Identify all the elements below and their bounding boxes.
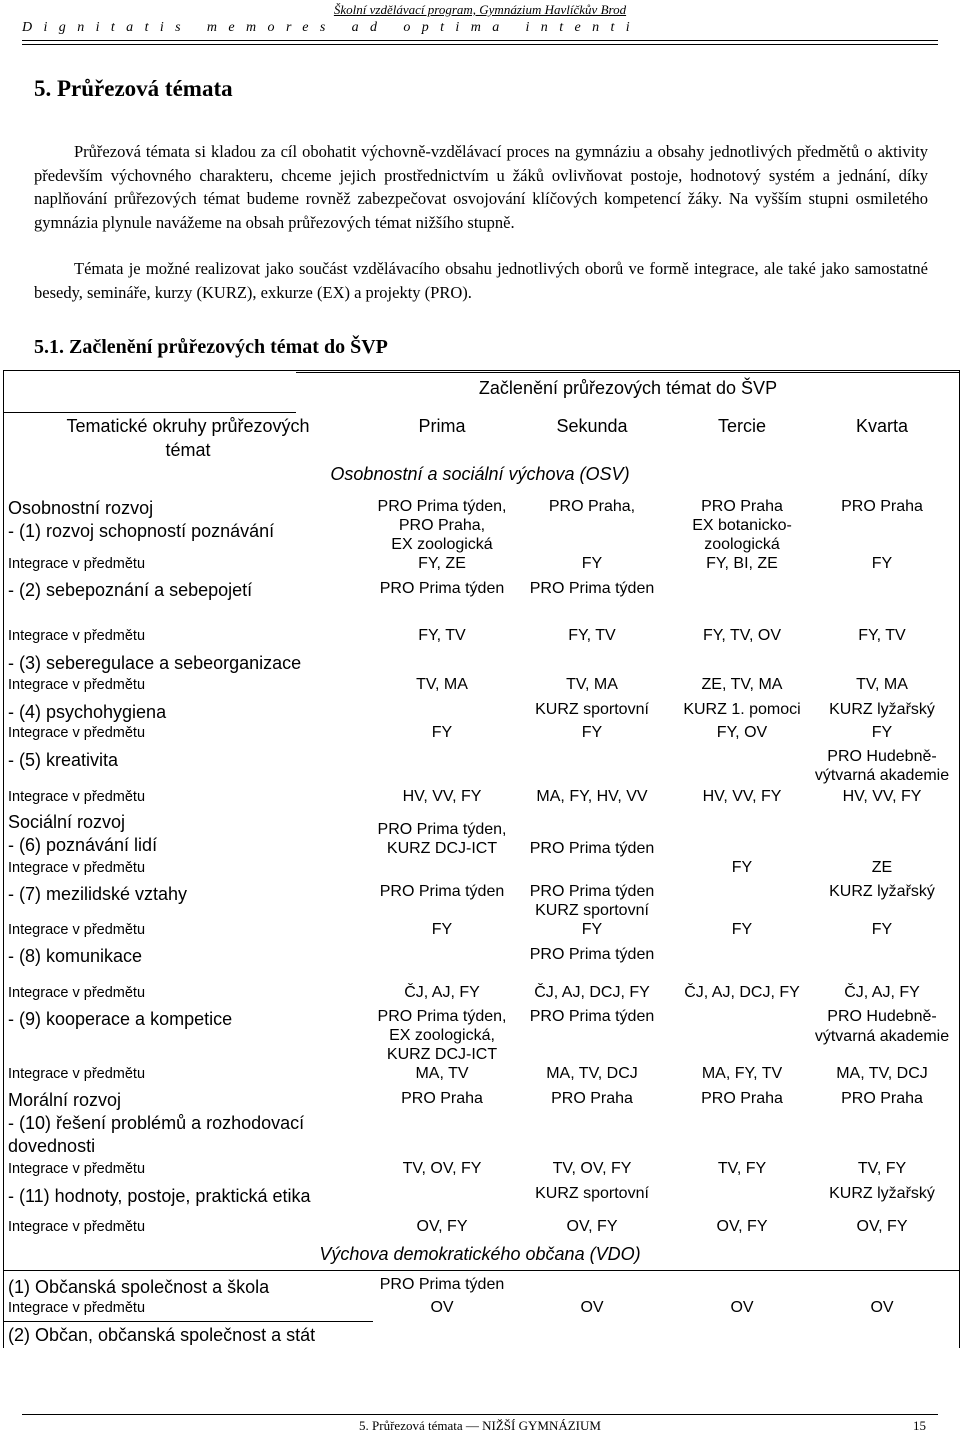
header-school: Školní vzdělávací program, Gymnázium Havlíčkův Brod xyxy=(333,2,627,17)
cell: FY, OV xyxy=(716,724,768,741)
header-rule xyxy=(22,40,938,41)
cell: PRO Praha, xyxy=(398,517,486,534)
integration-label: Integrace v předmětu xyxy=(8,985,146,1001)
cell: FY xyxy=(871,921,893,938)
topic-11: - (11) hodnoty, postoje, praktická etika xyxy=(8,1186,311,1206)
col-sekunda: Sekunda xyxy=(556,416,628,436)
cell: FY xyxy=(581,555,603,572)
cell: KURZ 1. pomoci xyxy=(683,701,801,718)
cell: FY, TV xyxy=(568,627,616,644)
page-number: 15 xyxy=(913,1418,926,1433)
cell: KURZ sportovní xyxy=(535,902,649,919)
cell: PRO Praha xyxy=(701,498,783,515)
cell: PRO Hudebně- xyxy=(827,1008,937,1025)
cell: OV, FY xyxy=(416,1218,468,1235)
cell: PRO Praha xyxy=(401,1090,483,1107)
topic-9: - (9) kooperace a kompetice xyxy=(8,1009,233,1029)
cell: ČJ, AJ, DCJ, FY xyxy=(684,984,800,1001)
cell: MA, FY, TV xyxy=(701,1065,783,1082)
cell: výtvarná akademie xyxy=(814,767,950,784)
cell: FY xyxy=(731,859,753,876)
section-vdo: Výchova demokratického občana (VDO) xyxy=(319,1244,641,1264)
topic-10-cont: dovednosti xyxy=(8,1136,96,1156)
cell: PRO Praha xyxy=(841,498,923,515)
cell: MA, TV, DCJ xyxy=(546,1065,638,1082)
cell: PRO Prima týden xyxy=(529,883,655,900)
topic-10: - (10) řešení problémů a rozhodovací xyxy=(8,1113,305,1133)
group-socialni: Sociální rozvoj xyxy=(8,812,126,832)
cell: FY xyxy=(731,921,753,938)
cell: PRO Prima týden, xyxy=(377,1008,507,1025)
integration-label: Integrace v předmětu xyxy=(8,1161,146,1177)
head-left-1: Tematické okruhy průřezových xyxy=(66,416,310,436)
cell: KURZ DCJ-ICT xyxy=(386,840,498,857)
vdo-topic-2: (2) Občan, občanská společnost a stát xyxy=(8,1325,316,1345)
cell: TV, FY xyxy=(717,1160,767,1177)
cell: EX zoologická, xyxy=(389,1027,495,1044)
cell: PRO Prima týden xyxy=(379,1276,505,1293)
topic-3: - (3) seberegulace a sebeorganizace xyxy=(8,653,302,673)
cell: PRO Hudebně- xyxy=(827,748,937,765)
cell: ČJ, AJ, FY xyxy=(844,984,920,1001)
cell: OV xyxy=(870,1299,894,1316)
cell: zoologická xyxy=(704,536,780,553)
cell: TV, MA xyxy=(856,676,908,693)
section-title: 5. Průřezová témata xyxy=(34,76,233,101)
cell: PRO Prima týden, xyxy=(377,498,507,515)
cell: KURZ sportovní xyxy=(535,701,649,718)
cell: OV, FY xyxy=(716,1218,768,1235)
integration-label: Integrace v předmětu xyxy=(8,1066,146,1082)
cell: EX botanicko- xyxy=(692,517,792,534)
section-osv: Osobnostní a sociální výchova (OSV) xyxy=(330,464,630,484)
cell: TV, MA xyxy=(566,676,618,693)
cell: PRO Prima týden xyxy=(379,580,505,597)
cell: PRO Prima týden xyxy=(529,946,655,963)
integration-label: Integrace v předmětu xyxy=(8,677,146,693)
col-prima: Prima xyxy=(418,416,466,436)
cell: PRO Praha, xyxy=(548,498,636,515)
cell: ČJ, AJ, FY xyxy=(404,984,480,1001)
integration-label: Integrace v předmětu xyxy=(8,860,146,876)
crosscurricular-table xyxy=(0,368,960,1348)
integration-label: Integrace v předmětu xyxy=(8,628,146,644)
cell: FY, TV xyxy=(418,627,466,644)
cell: OV xyxy=(580,1299,604,1316)
cell: FY xyxy=(871,555,893,572)
integration-label: Integrace v předmětu xyxy=(8,922,146,938)
footer xyxy=(0,1418,960,1434)
cell: ZE, TV, MA xyxy=(701,676,783,693)
cell: TV, FY xyxy=(857,1160,907,1177)
cell: ZE xyxy=(871,859,893,876)
cell: MA, TV xyxy=(415,1065,469,1082)
cell: FY xyxy=(431,724,453,741)
vdo-topic-1: (1) Občanská společnost a škola xyxy=(8,1277,270,1297)
cell: OV, FY xyxy=(566,1218,618,1235)
cell: PRO Prima týden xyxy=(379,883,505,900)
cell: PRO Prima týden xyxy=(529,840,655,857)
cell: výtvarná akademie xyxy=(814,1028,950,1045)
cell: HV, VV, FY xyxy=(842,788,922,805)
cell: PRO Praha xyxy=(701,1090,783,1107)
cell: PRO Praha xyxy=(841,1090,923,1107)
footer-rule xyxy=(22,1414,938,1415)
cell: KURZ sportovní xyxy=(535,1185,649,1202)
integration-label: Integrace v předmětu xyxy=(8,1219,146,1235)
cell: PRO Praha xyxy=(551,1090,633,1107)
paragraph-intro: Průřezová témata si kladou za cíl obohatit výchovně-vzdělávací proces na gymnáziu a obsahy jednotlivých předmětů o aktivity především výchovného charakteru, chceme jejich prostřednictvím u žáků ovlivňovat postoje, hodnotový systém a jednání, díky naplňování průřezových témat budeme rovněž zabezpečovat osvojování klíčových kompetencí žáky. Na vyšším stupni osmiletého gymnázia plynule navážeme na obsah průřezových témat nižšího stupně. xyxy=(34,142,928,232)
topic-6: - (6) poznávání lidí xyxy=(8,835,158,855)
cell: MA, FY, HV, VV xyxy=(536,788,648,805)
group-moralni: Morální rozvoj xyxy=(8,1090,122,1110)
cell: PRO Prima týden xyxy=(529,580,655,597)
topic-2: - (2) sebepoznání a sebepojetí xyxy=(8,580,253,600)
table-caption: Začlenění průřezových témat do ŠVP xyxy=(478,378,778,398)
topic-5: - (5) kreativita xyxy=(8,750,119,770)
cell: FY xyxy=(431,921,453,938)
cell: KURZ DCJ-ICT xyxy=(386,1046,498,1063)
cell: KURZ lyžařský xyxy=(829,701,935,718)
cell: OV, FY xyxy=(856,1218,908,1235)
cell: TV, OV, FY xyxy=(402,1160,482,1177)
integration-label: Integrace v předmětu xyxy=(8,556,146,572)
topic-1: - (1) rozvoj schopností poznávání xyxy=(8,521,275,541)
cell: PRO Prima týden, xyxy=(377,821,507,838)
cell: MA, TV, DCJ xyxy=(836,1065,928,1082)
header-motto: Dignitatis memores ad optima intenti xyxy=(22,20,642,35)
topic-7: - (7) mezilidské vztahy xyxy=(8,884,188,904)
cell: KURZ lyžařský xyxy=(829,1185,935,1202)
cell: TV, OV, FY xyxy=(552,1160,632,1177)
cell: FY xyxy=(871,724,893,741)
cell: OV xyxy=(430,1299,454,1316)
cell: TV, MA xyxy=(416,676,468,693)
integration-label: Integrace v předmětu xyxy=(8,1300,146,1316)
subsection-title: 5.1. Začlenění průřezových témat do ŠVP xyxy=(34,336,388,358)
cell: PRO Prima týden xyxy=(529,1008,655,1025)
group-osobnostni: Osobnostní rozvoj xyxy=(8,498,154,518)
cell: FY xyxy=(581,921,603,938)
cell: FY, TV, OV xyxy=(703,627,781,644)
head-left-2: témat xyxy=(165,440,211,460)
cell: OV xyxy=(730,1299,754,1316)
footer-text: 5. Průřezová témata — NIŽŠÍ GYMNÁZIUM xyxy=(359,1418,601,1433)
cell: HV, VV, FY xyxy=(702,788,782,805)
col-kvarta: Kvarta xyxy=(855,416,909,436)
paragraph-realization: Témata je možné realizovat jako součást vzdělávacího obsahu jednotlivých oborů ve formě integrace, ale také jako samostatné besedy, semináře, kurzy (KURZ), exkurze (EX) a projekty (PRO). xyxy=(34,259,928,302)
col-tercie: Tercie xyxy=(717,416,766,436)
integration-label: Integrace v předmětu xyxy=(8,725,146,741)
header-rule-2 xyxy=(22,44,938,45)
cell: FY, TV xyxy=(858,627,906,644)
cell: HV, VV, FY xyxy=(402,788,482,805)
cell: FY, ZE xyxy=(418,555,466,572)
cell: FY xyxy=(581,724,603,741)
topic-8: - (8) komunikace xyxy=(8,946,143,966)
cell: FY, BI, ZE xyxy=(706,555,778,572)
cell: ČJ, AJ, DCJ, FY xyxy=(534,984,650,1001)
cell: KURZ lyžařský xyxy=(829,883,935,900)
integration-label: Integrace v předmětu xyxy=(8,789,146,805)
cell: EX zoologická xyxy=(391,536,493,553)
topic-4: - (4) psychohygiena xyxy=(8,702,167,722)
